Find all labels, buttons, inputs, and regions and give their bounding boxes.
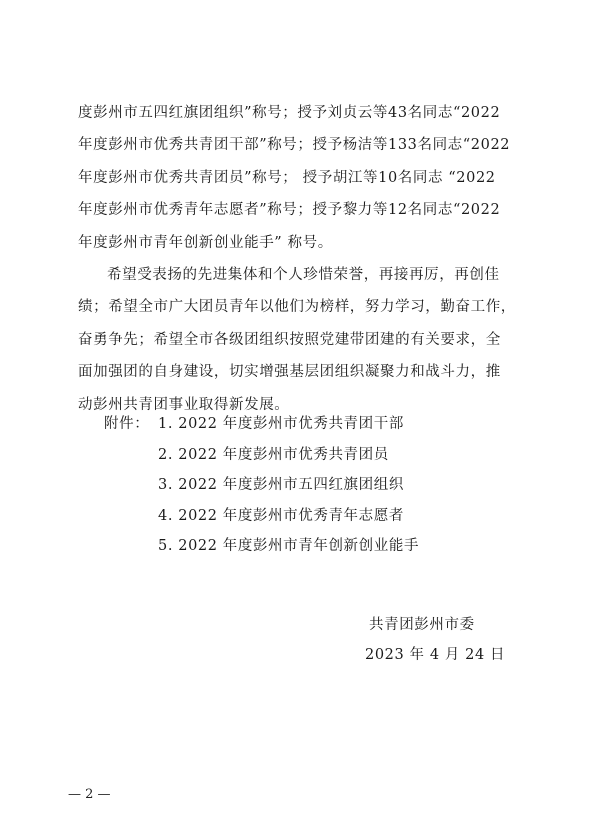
attachment-spacer: [104, 501, 158, 532]
page-number: — 2 —: [68, 787, 111, 802]
attachment-item: 4. 2022 年度彭州市优秀青年志愿者: [158, 507, 404, 524]
paragraph-line: 年度彭州市优秀共青团员”称号； 授予胡江等10名同志 “2022: [78, 169, 496, 186]
paragraph-line: 希望受表扬的先进集体和个人珍惜荣誉，再接再厉，再创佳: [107, 266, 500, 283]
attachment-row: [104, 501, 524, 532]
paragraph-line: 动彭州共青团事业取得新发展。: [78, 396, 290, 413]
attachment-item: 5. 2022 年度彭州市青年创新创业能手: [158, 538, 420, 554]
attachment-spacer: [104, 470, 158, 501]
attachment-row: [104, 409, 524, 440]
attachment-row: [104, 470, 524, 501]
signature-block: [300, 610, 540, 670]
attachment-label: 附件：: [104, 416, 150, 432]
attachment-row: [104, 440, 524, 471]
paragraph-line: 年度彭州市优秀共青团干部”称号；授予杨洁等133名同志“2022: [78, 137, 511, 154]
paragraph-line: 奋勇争先；希望全市各级团组织按照党建带团建的有关要求，全: [78, 331, 501, 348]
attachment-item: 3. 2022 年度彭州市五四红旗团组织: [158, 477, 404, 493]
paragraph-line: 年度彭州市优秀青年志愿者”称号；授予黎力等12名同志“2022: [78, 202, 501, 219]
paragraph-line: 年度彭州市青年创新创业能手” 称号。: [78, 234, 333, 251]
issue-date: 2023 年 4 月 24 日: [365, 647, 506, 663]
attachment-row: [104, 531, 524, 562]
attachment-item: 1. 2022 年度彭州市优秀共青团干部: [158, 416, 404, 432]
attachment-spacer: [104, 440, 158, 471]
paragraph-line: 绩；希望全市广大团员青年以他们为榜样，努力学习，勤奋工作，: [78, 299, 516, 316]
attachment-list: [104, 409, 524, 562]
issuing-organization: 共青团彭州市委: [369, 617, 475, 633]
paragraph-line: 面加强团的自身建设，切实增强基层团组织凝聚力和战斗力，推: [78, 364, 501, 381]
attachment-item: 2. 2022 年度彭州市优秀共青团员: [158, 446, 389, 463]
document-body: [78, 97, 518, 421]
attachment-spacer: [104, 531, 158, 562]
paragraph-line: 度彭州市五四红旗团组织”称号；授予刘贞云等43名同志“2022: [78, 105, 501, 121]
